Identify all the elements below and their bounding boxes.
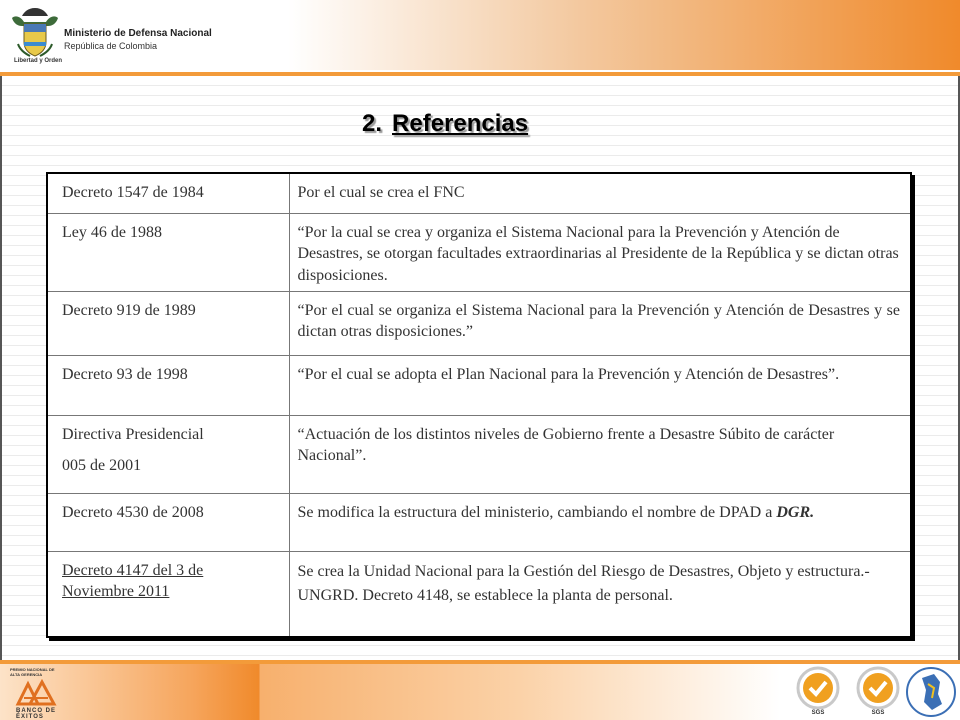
description-text: Se modifica la estructura del ministerio, cambiando el nombre de DPAD a xyxy=(297,503,777,521)
motto: Libertad y Orden xyxy=(14,58,63,64)
award-text: PREMIO NACIONAL DE ALTA GERENCIA xyxy=(10,667,55,677)
norm-cell: Decreto 919 de 1989 xyxy=(47,291,289,355)
norm-line-2: 005 de 2001 xyxy=(62,457,142,475)
description-cell: Se crea la Unidad Nacional para la Gestión del Riesgo de Desastres, Objeto y estructura.-UNGRD. Decreto 4148, se establece la planta de personal. xyxy=(289,551,911,637)
description-cell: “Por la cual se crea y organiza el Sistema Nacional para la Prevención y Atención de Desastres, se otorgan facultades extraordinarias al Presidente de la República y se dictan otras disposiciones. xyxy=(289,213,911,291)
sgs-certification-badge xyxy=(850,664,906,720)
coat-of-arms-icon xyxy=(8,4,62,66)
section-title-text: Referencias xyxy=(392,110,529,137)
colombia-map-icon xyxy=(904,664,958,720)
section-title xyxy=(362,110,528,138)
table-row xyxy=(47,493,911,551)
sgs-certification-badge xyxy=(790,664,846,720)
description-cell xyxy=(289,493,911,551)
republic-name: República de Colombia xyxy=(64,41,158,51)
norm-line-1: Directiva Presidencial xyxy=(62,425,204,443)
table-row xyxy=(47,551,911,637)
description-cell: “Actuación de los distintos niveles de Gobierno frente a Desastre Súbito de carácter Nacional”. xyxy=(289,415,911,493)
colombia-map-seal xyxy=(904,664,958,720)
description-cell: “Por el cual se organiza el Sistema Nacional para la Prevención y Atención de Desastres y se dictan otras disposiciones.” xyxy=(289,291,911,355)
section-number: 2. xyxy=(362,110,383,137)
footer-gradient xyxy=(260,664,780,720)
norm-cell: Decreto 4530 de 2008 xyxy=(47,493,289,551)
table-row xyxy=(47,173,911,213)
norm-cell: Decreto 4147 del 3 de Noviembre 2011 xyxy=(47,551,289,637)
norm-cell: Decreto 93 de 1998 xyxy=(47,355,289,415)
award-brand: BANCO DE ÉXITOS xyxy=(16,708,57,720)
table-row xyxy=(47,291,911,355)
award-mark-icon xyxy=(14,678,58,708)
table-row xyxy=(47,415,911,493)
references-table xyxy=(46,172,912,638)
description-cell: “Por el cual se adopta el Plan Nacional para la Prevención y Atención de Desastres”. xyxy=(289,355,911,415)
ministry-name: Ministerio de Defensa Nacional xyxy=(64,28,212,39)
cert-label: SGS xyxy=(811,710,825,716)
description-emphasis: DGR. xyxy=(776,503,815,521)
norm-cell xyxy=(47,415,289,493)
cert-label: SGS xyxy=(871,710,885,716)
description-cell: Por el cual se crea el FNC xyxy=(289,173,911,213)
norm-cell: Ley 46 de 1988 xyxy=(47,213,289,291)
norm-cell: Decreto 1547 de 1984 xyxy=(47,173,289,213)
table-row xyxy=(47,213,911,291)
award-logo xyxy=(6,664,66,720)
table-row xyxy=(47,355,911,415)
